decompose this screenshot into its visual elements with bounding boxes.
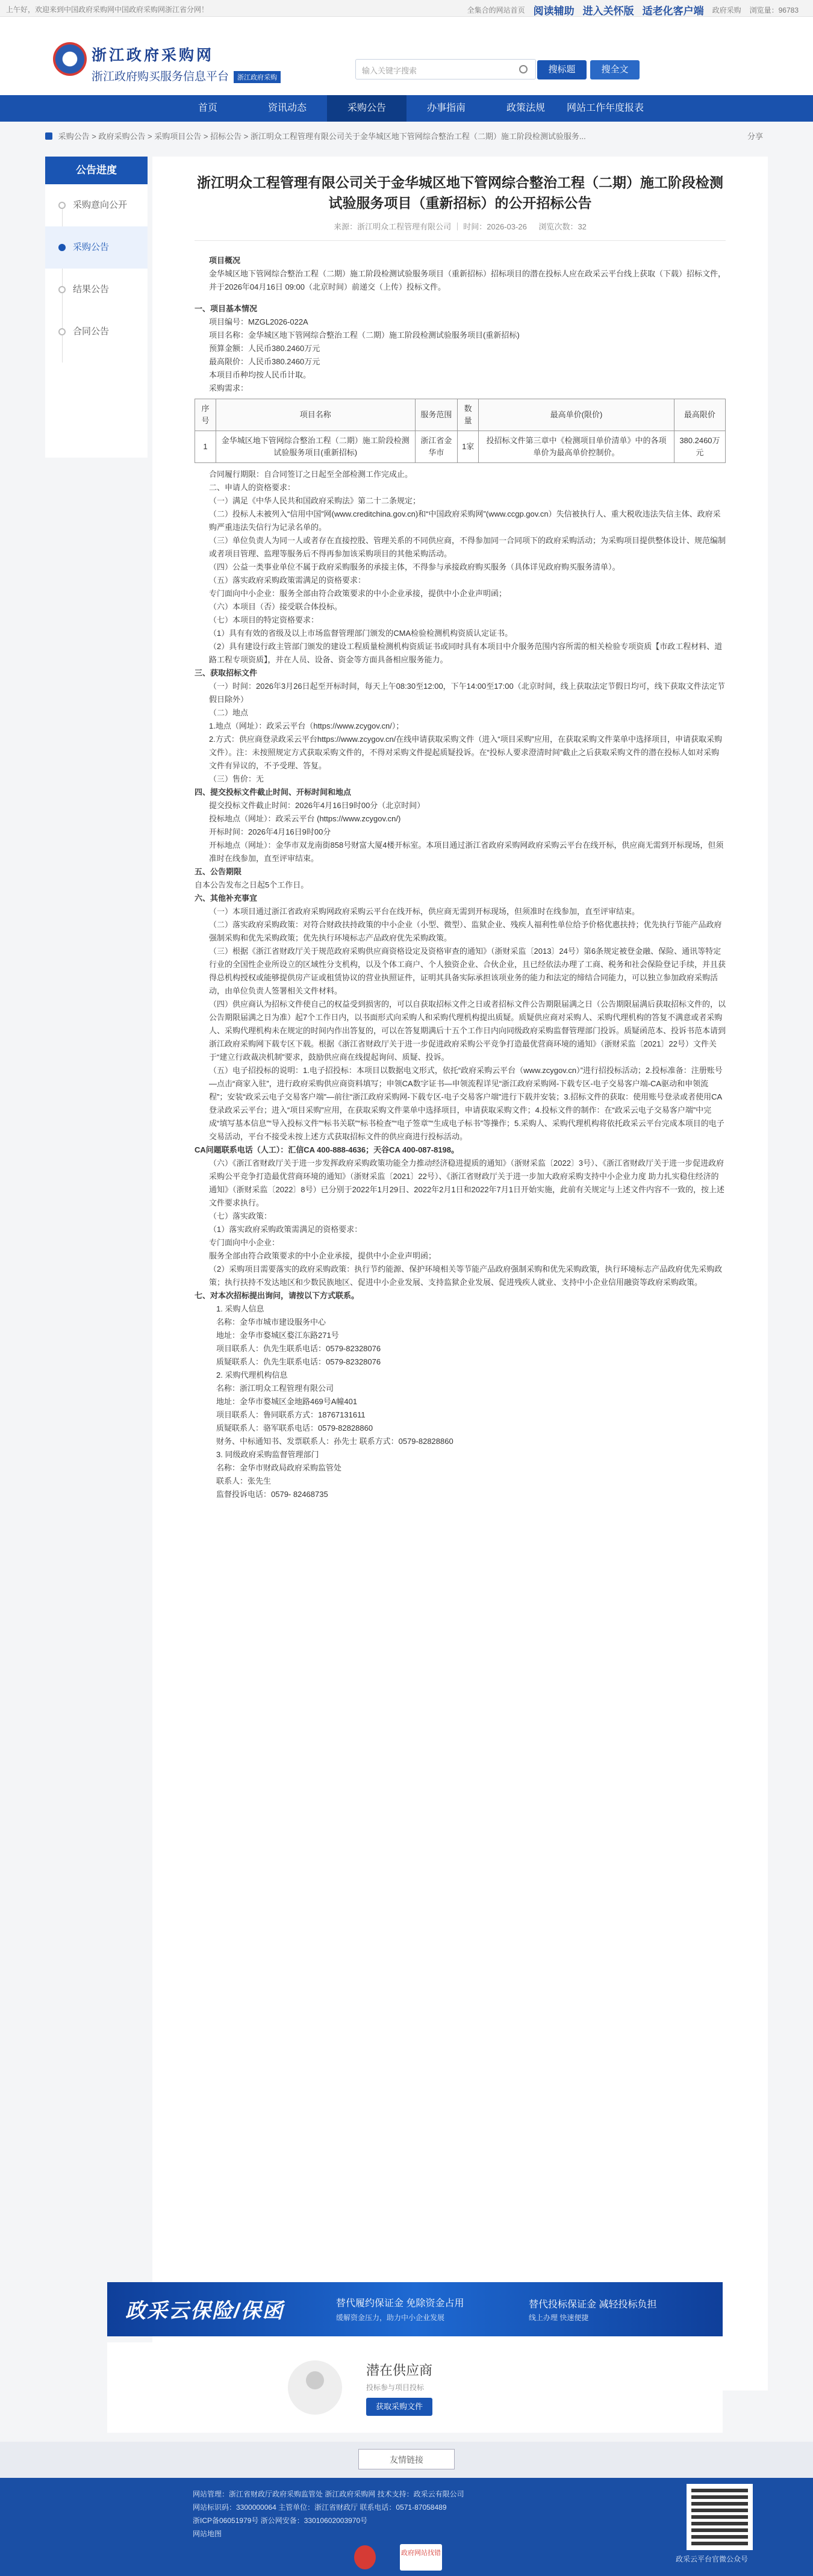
banner-item-2-sub: 线上办理 快速便捷 <box>529 2313 589 2322</box>
section-5-text: 自本公告发布之日起5个工作日。 <box>195 880 309 889</box>
section-2-line: 二、申请人的资格要求： <box>209 483 296 492</box>
friendly-links-bar <box>0 2442 813 2478</box>
section-4-line: 开标地点（网址）：金华市双龙南街858号财富大厦4楼开标室。本项目通过浙江省政府采购网政府采购云平台在线开标，供应商无需到开标现场，但须准时在线参加，直至评审结束。 <box>209 841 724 863</box>
nav-announcements[interactable]: 采购公告 <box>327 95 406 122</box>
section-7-line: 名称：金华市城市建设服务中心 <box>216 1318 326 1327</box>
section-4-line: 提交投标文件截止时间：2026年4月16日9时00分（北京时间） <box>209 801 425 810</box>
section-1-line: 最高限价：人民币380.2460万元 <box>209 357 320 366</box>
section-1-title: 一、项目基本情况 <box>195 304 258 313</box>
section-7-line: 名称：浙江明众工程管理有限公司 <box>216 1384 334 1393</box>
section-7-line: 财务、中标通知书、发票联系人：孙先士 联系方式：0579-82828860 <box>216 1437 453 1446</box>
sidebar-header: 公告进度 <box>45 157 148 184</box>
ca-phone-line: CA问题联系电话（人工）：汇信CA 400-888-4636；天谷CA 400-087-8198。 <box>195 1145 459 1154</box>
section-6b-line: （七）落实政策： <box>209 1212 272 1221</box>
section-5-title: 五、公告期限 <box>195 867 242 876</box>
site-subtitle: 浙江政府购买服务信息平台 浙江政府采购 <box>92 67 281 84</box>
site-footer <box>0 2478 813 2576</box>
nav-annual-report[interactable]: 网站工作年度报表 <box>566 103 644 113</box>
step-dot-icon <box>58 244 66 251</box>
qr-label: 政采云平台官微公众号 <box>676 2555 749 2563</box>
section-7-line: 名称：金华市财政局政府采购监管处 <box>216 1463 342 1472</box>
table-header-cell: 序号 <box>195 399 216 431</box>
section-4-line: 投标地点（网址）：政采云平台 (https://www.zcygov.cn/) <box>209 814 401 823</box>
section-7-line: 项目联系人：仇先生联系电话：0579-82328076 <box>216 1344 381 1353</box>
top-link-procurement[interactable]: 政府采购 <box>712 6 741 14</box>
article-views: 浏览次数：32 <box>538 222 587 231</box>
nav-guide[interactable]: 办事指南 <box>426 103 466 113</box>
footer-sitemap-link[interactable]: 网站地图 <box>193 2530 222 2538</box>
footer-line-1: 网站管理：浙江省财政厅政府采购监管处 浙江政府采购网 技术支持：政采云有限公司 <box>193 2490 464 2498</box>
step-announcement[interactable]: 采购公告 <box>45 226 148 269</box>
table-cell: 投招标文件第三章中《检测项目单价清单》中的各项单价为最高单价控制价。 <box>479 431 674 463</box>
step-dot-icon <box>58 202 66 209</box>
section-1-line: 采购需求： <box>209 384 249 393</box>
top-link-elder-client[interactable]: 适老化客户端 <box>642 5 704 17</box>
step-intent[interactable]: 采购意向公开 <box>45 184 148 226</box>
section-6-line: （一）本项目通过浙江省政府采购网政府采购云平台在线开标，供应商无需到开标现场，但须准时在线参加，直至评审结束。 <box>209 907 640 916</box>
get-documents-button[interactable]: 获取采购文件 <box>366 2398 432 2416</box>
section-2-line: 合同履行期限：自合同签订之日起至全部检测工作完成止。 <box>209 470 413 479</box>
section-6-line: （四）供应商认为招标文件使自己的权益受到损害的，可以自获取招标文件之日或者招标文件公告期限届满之日（公告期限届满后获取招标文件的，以公告期限届满之日为准）起7个工作日内，以书面形式向采购人和采购代理机构提出质疑。质疑供应商对采购人、采购代理机构的答复不满意或者采购人、采购代理机构未在规定的时间内作出答复的，可以在答复期满后十五个工作日内向同级政府采购监督管理部门投诉。质疑函范本、投诉书范本请到浙江政府采购网下载专区下载。根据《浙江省财政厅关于进一步促进政府采购公平竞争打造最优营商环境的通知》（浙财采监〔2021〕22号）文件关于“建立行政裁决机制”要求，鼓励供应商在线提起询问、质疑、投诉。 <box>209 1000 726 1062</box>
section-1-line: 项目名称：金华城区地下管网综合整治工程（二期）施工阶段检测试验服务项目(重新招标) <box>209 331 520 340</box>
article-source-date: 来源：浙江明众工程管理有限公司 ｜ 时间：2026-03-26 <box>334 222 527 231</box>
table-cell: 1家 <box>458 431 479 463</box>
intro-title: 项目概况 <box>209 256 241 265</box>
section-2-line: （五）落实政府采购政策需满足的资格要求： <box>209 576 366 585</box>
article-title: 浙江明众工程管理有限公司关于金华城区地下管网综合整治工程（二期）施工阶段检测试验服务项目（重新招标）的公开招标公告 <box>197 175 723 211</box>
requirements-table <box>195 399 726 463</box>
section-7-line: 2. 采购代理机构信息 <box>216 1370 288 1380</box>
brand <box>92 43 281 84</box>
section-6-line: （三）根据《浙江省财政厅关于规范政府采购供应商资格设定及资格审查的通知》（浙财采监〔2013〕24号）第6条规定被登金融、保险、通讯等特定行业的全国性企业所设立的区域性分支机构，以及个体工商户、个人独资企业、合伙企业，且已经依法办理了工商、税务和社会保险登记手续，并且获得总机构授权或能够提供房产证或租赁协议的营业执照证件，证明其具备实际承担该项业务的能力和法定的缔结合同能力，可以独立参加政府采购活动，由单位负责人签署相关文件材料。 <box>209 947 726 995</box>
section-1-line: 预算金额：人民币380.2460万元 <box>209 344 320 353</box>
table-row <box>195 431 726 463</box>
insurance-banner[interactable] <box>107 2282 723 2336</box>
section-3-line: （一）时间：2026年3月26日起至开标时间，每天上午08:30至12:00，下午14:00至17:00（北京时间，线上获取法定节假日均可，线下获取文件法定节假日除外） <box>209 682 725 704</box>
top-bar <box>0 0 813 17</box>
section-7-line: 质疑联系人：骆军联系电话：0579-82828860 <box>216 1423 373 1433</box>
article-body <box>195 254 726 1501</box>
table-cell: 380.2460万元 <box>674 431 725 463</box>
section-2-line: （二）投标人未被列入“信用中国”网(www.creditchina.gov.cn)和“中国政府采购网”(www.ccgp.gov.cn）失信被执行人、重大税收违法失信主体、政府采购严重违法失信行为记录名单的。 <box>209 509 721 532</box>
section-2-line: （一）满足《中华人民共和国政府采购法》第二十二条规定； <box>209 496 421 505</box>
table-header-cell: 数量 <box>458 399 479 431</box>
welcome-text: 上午好，欢迎来到中国政府采购网中国政府采购网浙江省分网！ <box>6 5 209 14</box>
top-links <box>467 2 799 17</box>
section-3-line: （三）售价：无 <box>209 774 264 783</box>
nav-home[interactable]: 首页 <box>198 103 217 113</box>
progress-sidebar <box>45 157 148 458</box>
content-wrap <box>45 122 768 1499</box>
section-3-title: 三、获取招标文件 <box>195 668 258 677</box>
user-icon <box>306 2371 324 2389</box>
table-header-cell: 最高单价(限价) <box>479 399 674 431</box>
section-6-title: 六、其他补充事宜 <box>195 894 258 903</box>
banner-item-1-sub: 缓解资金压力，助力中小企业发展 <box>336 2313 445 2322</box>
section-1-line: 本项目币种均按人民币计取。 <box>209 370 311 379</box>
banner-title: 政采云保险/保函 <box>125 2300 284 2322</box>
section-7-line: 1. 采购人信息 <box>216 1304 264 1313</box>
nav-policy[interactable]: 政策法规 <box>506 103 545 113</box>
section-6b-line: 专门面向中小企业： <box>209 1238 280 1247</box>
top-link-reading-aid[interactable]: 阅读辅助 <box>533 5 575 17</box>
share-button[interactable]: 分享 <box>747 132 763 141</box>
section-6b-line: （1）落实政府采购政策需满足的资格要求： <box>209 1225 363 1234</box>
friendly-links-select[interactable]: 友情链接 <box>358 2449 455 2469</box>
step-contract[interactable]: 合同公告 <box>45 311 148 353</box>
section-7-line: 3. 同级政府采购监督管理部门 <box>216 1450 319 1459</box>
section-6-line: （五）电子招投标的说明：1.电子招投标：本项目以数据电文形式，依托“政府采购云平台（www.zcygov.cn）”进行招投标活动；2.投标准备：注册账号—点击“商家入驻”，进行政府采购供应商资料填写；申领CA数字证书—申领流程详见“浙江政府采购网-下载专区-电子交易客户端-CA驱动和申领流程”；安装“政采云电子交易客户端”—前往“浙江政府采购网-下载专区-电子交易客户端”进行下载并安装；3.招标文件的获取：使用账号登录或者使用CA登录政采云平台；进入“项目采购”应用，在获取采购文件菜单中选择项目，申请获取采购文件；4.投标文件的制作：在“政采云电子交易客户端”中完成“填写基本信息”“导入投标文件”“标书关联”“标书检查”“电子签章”“生成电子标书”等操作；5.采购人、采购代理机构将依托政采云平台完成本项目的电子交易活动，平台不接受未按上述方式获取招标文件的供应商进行投标活动。 <box>209 1066 724 1141</box>
table-cell: 金华城区地下管网综合整治工程（二期）施工阶段检测试验服务项目(重新招标) <box>216 431 415 463</box>
section-6b-line: （六）《浙江省财政厅关于进一步发挥政府采购政策功能全力推动经济稳进提质的通知》（浙财采监〔2022〕3号）、《浙江省财政厅关于进一步促进政府采购公平竞争打造最优营商环境的通知》（浙财采监〔2021〕22号）、《浙江省财政厅关于进一步加大政府采购支持中小企业力度 助力扎实稳住经济的通知》（浙财采监〔2022〕8号）已分别于2022年1月29日、2022年2月1日和2022年7月1日开始实施，此前有关规定与上述文件内容不一致的，按上述文件要求执行。 <box>209 1159 725 1207</box>
section-6b-line: （2）采购项目需要落实的政府采购政策：执行节约能源、保护环境相关等节能产品政府强制采购和优先采购政策，执行环境标志产品政府优先采购政策；执行扶持不发达地区和少数民族地区、促进中小企业发展、支持监狱企业发展、促进残疾人就业、支持中小企业信用融资等政府采购政策。 <box>209 1265 723 1287</box>
section-4-line: 开标时间：2026年4月16日9时00分 <box>209 827 331 836</box>
supplier-title: 潜在供应商 <box>366 2363 433 2378</box>
step-result[interactable]: 结果公告 <box>45 269 148 311</box>
qr-code-pattern <box>691 2489 748 2545</box>
table-header-cell: 最高限价 <box>674 399 725 431</box>
article-meta <box>195 220 726 241</box>
breadcrumb-text[interactable]: 采购公告 > 政府采购公告 > 采购项目公告 > 招标公告 > 浙江明众工程管理有限公司关于金华城区地下管网综合整治工程（二期）施工阶段检测试验服务... <box>58 132 586 141</box>
section-2-line: （四）公益一类事业单位不属于政府采购服务的承接主体，不得参与承接政府购买服务（具体详见政府购买服务清单）。 <box>209 562 620 571</box>
section-7-line: 地址：金华市婺城区婺江东路271号 <box>216 1331 339 1340</box>
section-7-line: 联系人：张先生 <box>216 1476 272 1486</box>
banner-item-2: 替代投标保证金 减轻投标负担 <box>529 2300 657 2310</box>
qr-code <box>687 2484 753 2550</box>
section-1-line: 项目编号：MZGL2026-022A <box>209 317 308 326</box>
search-input[interactable]: 输入关键字搜索 <box>355 59 536 79</box>
footer-line-3[interactable]: 浙ICP备06051979号 浙公网安备：33010602003970号 <box>193 2516 368 2525</box>
page-view-count: 浏览量：96783 <box>749 6 799 14</box>
site-header <box>0 17 813 95</box>
gov-error-report-badge[interactable]: 政府网站找错 <box>400 2544 442 2571</box>
step-dot-icon <box>58 286 66 293</box>
top-link-home[interactable]: 全集合的网站首页 <box>467 6 525 14</box>
section-6b-line: 服务全部由符合政策要求的中小企业承接，提供中小企业声明函； <box>209 1251 437 1260</box>
breadcrumb <box>45 122 768 152</box>
section-2-line: （三）单位负责人为同一人或者存在直接控股、管理关系的不同供应商，不得参加同一合同项下的政府采购活动；为采购项目提供整体设计、规范编制或者项目管理、监理等服务后不得再参加该采购项目的其他采购活动。 <box>209 536 726 558</box>
section-3-line: 2.方式：供应商登录政采云平台https://www.zcygov.cn/在线申请获取采购文件（进入“项目采购”应用，在获取采购文件菜单中选择项目，申请获取采购文件）。注：未按照规定方式获取采购文件的，不得对采购文件提起质疑投诉。在“投标人要求澄清时间”截止之后获取采购文件的潜在投标人如对采购文件有异议的，不予受理、答复。 <box>209 735 723 770</box>
section-7-line: 质疑联系人：仇先生联系电话：0579-82328076 <box>216 1357 381 1366</box>
home-icon <box>45 132 52 140</box>
intro-text: 金华城区地下管网综合整治工程（二期）施工阶段检测试验服务项目（重新招标）招标项目的潜在投标人应在政采云平台线上获取（下载）招标文件，并于2026年04月16日 09:00（北京时间）前递交（上传）投标文件。 <box>209 269 726 291</box>
party-badge-icon[interactable] <box>354 2545 376 2569</box>
section-2-line: 专门面向中小企业：服务全部由符合政策要求的中小企业承接，提供中小企业声明函； <box>209 589 507 598</box>
table-header-cell: 项目名称 <box>216 399 415 431</box>
potential-supplier-panel <box>107 2342 723 2433</box>
section-2-line: （2）具有建设行政主管部门颁发的建设工程质量检测机构资质证书或同时具有本项目中介服务范围内容所需的相关检验专项资质【市政工程材料、道路工程专项资质】，并在人员、设备、资金等方面具备相应服务能力。 <box>209 642 723 664</box>
section-6-line: （二）落实政府采购政策：对符合财政扶持政策的中小企业（小型、微型）、监狱企业、残疾人福利性单位给予价格优惠扶持；优先执行节能产品政府强制采购和优先采购政策；优先执行环境标志产品政府优先采购政策。 <box>209 920 722 942</box>
section-3-line: （二）地点 <box>209 708 249 717</box>
section-7-line: 项目联系人：鲁同联系方式：18767131611 <box>216 1410 366 1419</box>
footer-line-2: 网站标识码：3300000064 主管单位：浙江省财政厅 联系电话：0571-87058489 <box>193 2503 447 2512</box>
section-3-line: 1.地点（网址）：政采云平台（https://www.zcygov.cn/）； <box>209 721 404 730</box>
section-2-line: （六）本项目（否）接受联合体投标。 <box>209 602 343 611</box>
site-tag: 浙江政府采购 <box>234 71 281 83</box>
section-2-line: （七）本项目的特定资格要求： <box>209 615 319 624</box>
nav-news[interactable]: 资讯动态 <box>267 103 307 113</box>
section-2-line: （1）具有有效的省级及以上市场监督管理部门颁发的CMA检验检测机构资质认定证书。 <box>209 629 513 638</box>
section-4-title: 四、提交投标文件截止时间、开标时间和地点 <box>195 788 352 797</box>
supplier-subtitle: 投标参与项目投标 <box>366 2383 425 2392</box>
search-title-button[interactable]: 搜标题 <box>537 60 587 79</box>
main-nav <box>0 95 813 122</box>
section-7-title: 七、对本次招标提出询问，请按以下方式联系。 <box>195 1291 360 1300</box>
top-link-care-mode[interactable]: 进入关怀版 <box>582 5 634 17</box>
step-dot-icon <box>58 328 66 335</box>
table-cell: 1 <box>195 431 216 463</box>
table-header-cell: 服务范围 <box>415 399 458 431</box>
search-icon[interactable] <box>519 65 528 73</box>
table-cell: 浙江省金华市 <box>415 431 458 463</box>
site-title: 浙江政府采购网 <box>92 47 214 64</box>
site-logo[interactable] <box>53 42 87 76</box>
section-7-line: 地址：金华市婺城区金地路469号A幢401 <box>216 1397 358 1406</box>
search-fulltext-button[interactable]: 搜全文 <box>590 60 640 79</box>
banner-item-1: 替代履约保证金 免除资金占用 <box>336 2298 464 2309</box>
article-panel <box>152 157 768 2391</box>
section-7-line: 监督投诉电话：0579- 82468735 <box>216 1490 328 1499</box>
